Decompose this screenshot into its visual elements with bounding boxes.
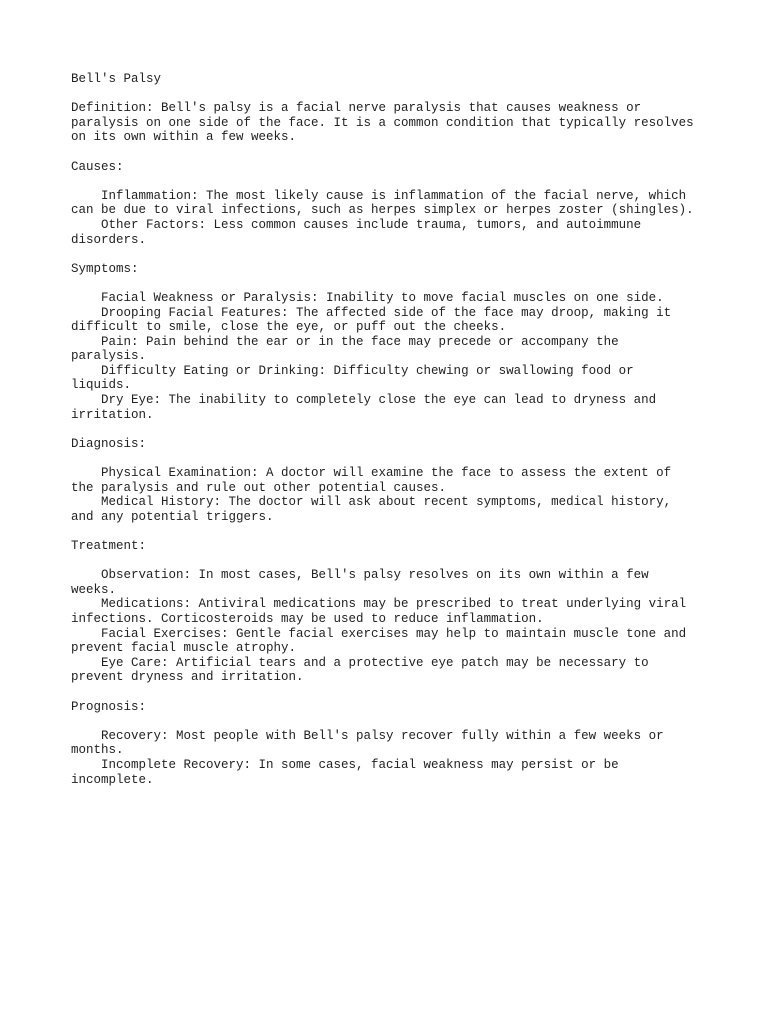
section-heading: Causes:: [71, 159, 124, 174]
section-line: prevent facial muscle atrophy.: [71, 641, 297, 656]
section-line: Other Factors: Less common causes include trauma, tumors, and autoimmune: [71, 217, 642, 232]
spacer: [71, 247, 711, 262]
spacer: [71, 685, 711, 700]
section-diagnosis: [71, 437, 711, 525]
definition-paragraph: [71, 101, 711, 145]
section-heading: Prognosis:: [71, 699, 147, 714]
section-line: Facial Weakness or Paralysis: Inability to move facial muscles on one side.: [71, 290, 664, 305]
section-line: Recovery: Most people with Bell's palsy recover fully within a few weeks or: [71, 728, 664, 743]
spacer: [71, 422, 711, 437]
section-line: Pain: Pain behind the ear or in the face may precede or accompany the: [71, 334, 619, 349]
spacer: [71, 87, 711, 102]
section-line: difficult to smile, close the eye, or puff out the cheeks.: [71, 320, 507, 335]
definition-line: on its own within a few weeks.: [71, 130, 297, 145]
spacer: [71, 276, 711, 291]
document-title: Bell's Palsy: [71, 72, 162, 86]
section-line: Dry Eye: The inability to completely close the eye can lead to dryness and: [71, 393, 657, 408]
spacer: [71, 714, 711, 729]
spacer: [71, 524, 711, 539]
section-causes: [71, 160, 711, 248]
section-line: incomplete.: [71, 772, 154, 787]
section-line: Observation: In most cases, Bell's palsy resolves on its own within a few: [71, 568, 649, 583]
section-line: Physical Examination: A doctor will examine the face to assess the extent of: [71, 466, 672, 481]
section-prognosis: [71, 700, 711, 788]
section-symptoms: [71, 262, 711, 423]
section-line: Drooping Facial Features: The affected side of the face may droop, making it: [71, 305, 672, 320]
section-treatment: [71, 539, 711, 685]
section-line: Medical History: The doctor will ask about recent symptoms, medical history,: [71, 495, 672, 510]
section-line: can be due to viral infections, such as herpes simplex or herpes zoster (shingles).: [71, 203, 694, 218]
section-heading: Symptoms:: [71, 261, 139, 276]
section-line: disorders.: [71, 232, 147, 247]
spacer: [71, 451, 711, 466]
document-page: [71, 72, 711, 787]
section-heading: Treatment:: [71, 539, 147, 553]
spacer: [71, 174, 711, 189]
section-line: months.: [71, 743, 124, 758]
section-line: weeks.: [71, 582, 117, 597]
section-line: Facial Exercises: Gentle facial exercises may help to maintain muscle tone and: [71, 626, 687, 641]
section-line: Incomplete Recovery: In some cases, facial weakness may persist or be: [71, 757, 619, 772]
section-line: Inflammation: The most likely cause is inflammation of the facial nerve, which: [71, 188, 687, 203]
section-line: the paralysis and rule out other potential causes.: [71, 480, 447, 495]
section-line: Medications: Antiviral medications may be prescribed to treat underlying viral: [71, 597, 687, 612]
section-line: Difficulty Eating or Drinking: Difficulty chewing or swallowing food or: [71, 363, 634, 378]
definition-line: Definition: Bell's palsy is a facial nerve paralysis that causes weakness or: [71, 101, 642, 116]
section-line: Eye Care: Artificial tears and a protective eye patch may be necessary to: [71, 655, 649, 670]
section-heading: Diagnosis:: [71, 436, 147, 451]
definition-line: paralysis on one side of the face. It is a common condition that typically resolves: [71, 115, 694, 130]
section-line: prevent dryness and irritation.: [71, 670, 304, 685]
spacer: [71, 554, 711, 569]
section-line: paralysis.: [71, 349, 147, 364]
section-line: infections. Corticosteroids may be used to reduce inflammation.: [71, 611, 544, 626]
section-line: irritation.: [71, 407, 154, 422]
section-line: liquids.: [71, 378, 132, 393]
spacer: [71, 145, 711, 160]
section-line: and any potential triggers.: [71, 509, 274, 524]
